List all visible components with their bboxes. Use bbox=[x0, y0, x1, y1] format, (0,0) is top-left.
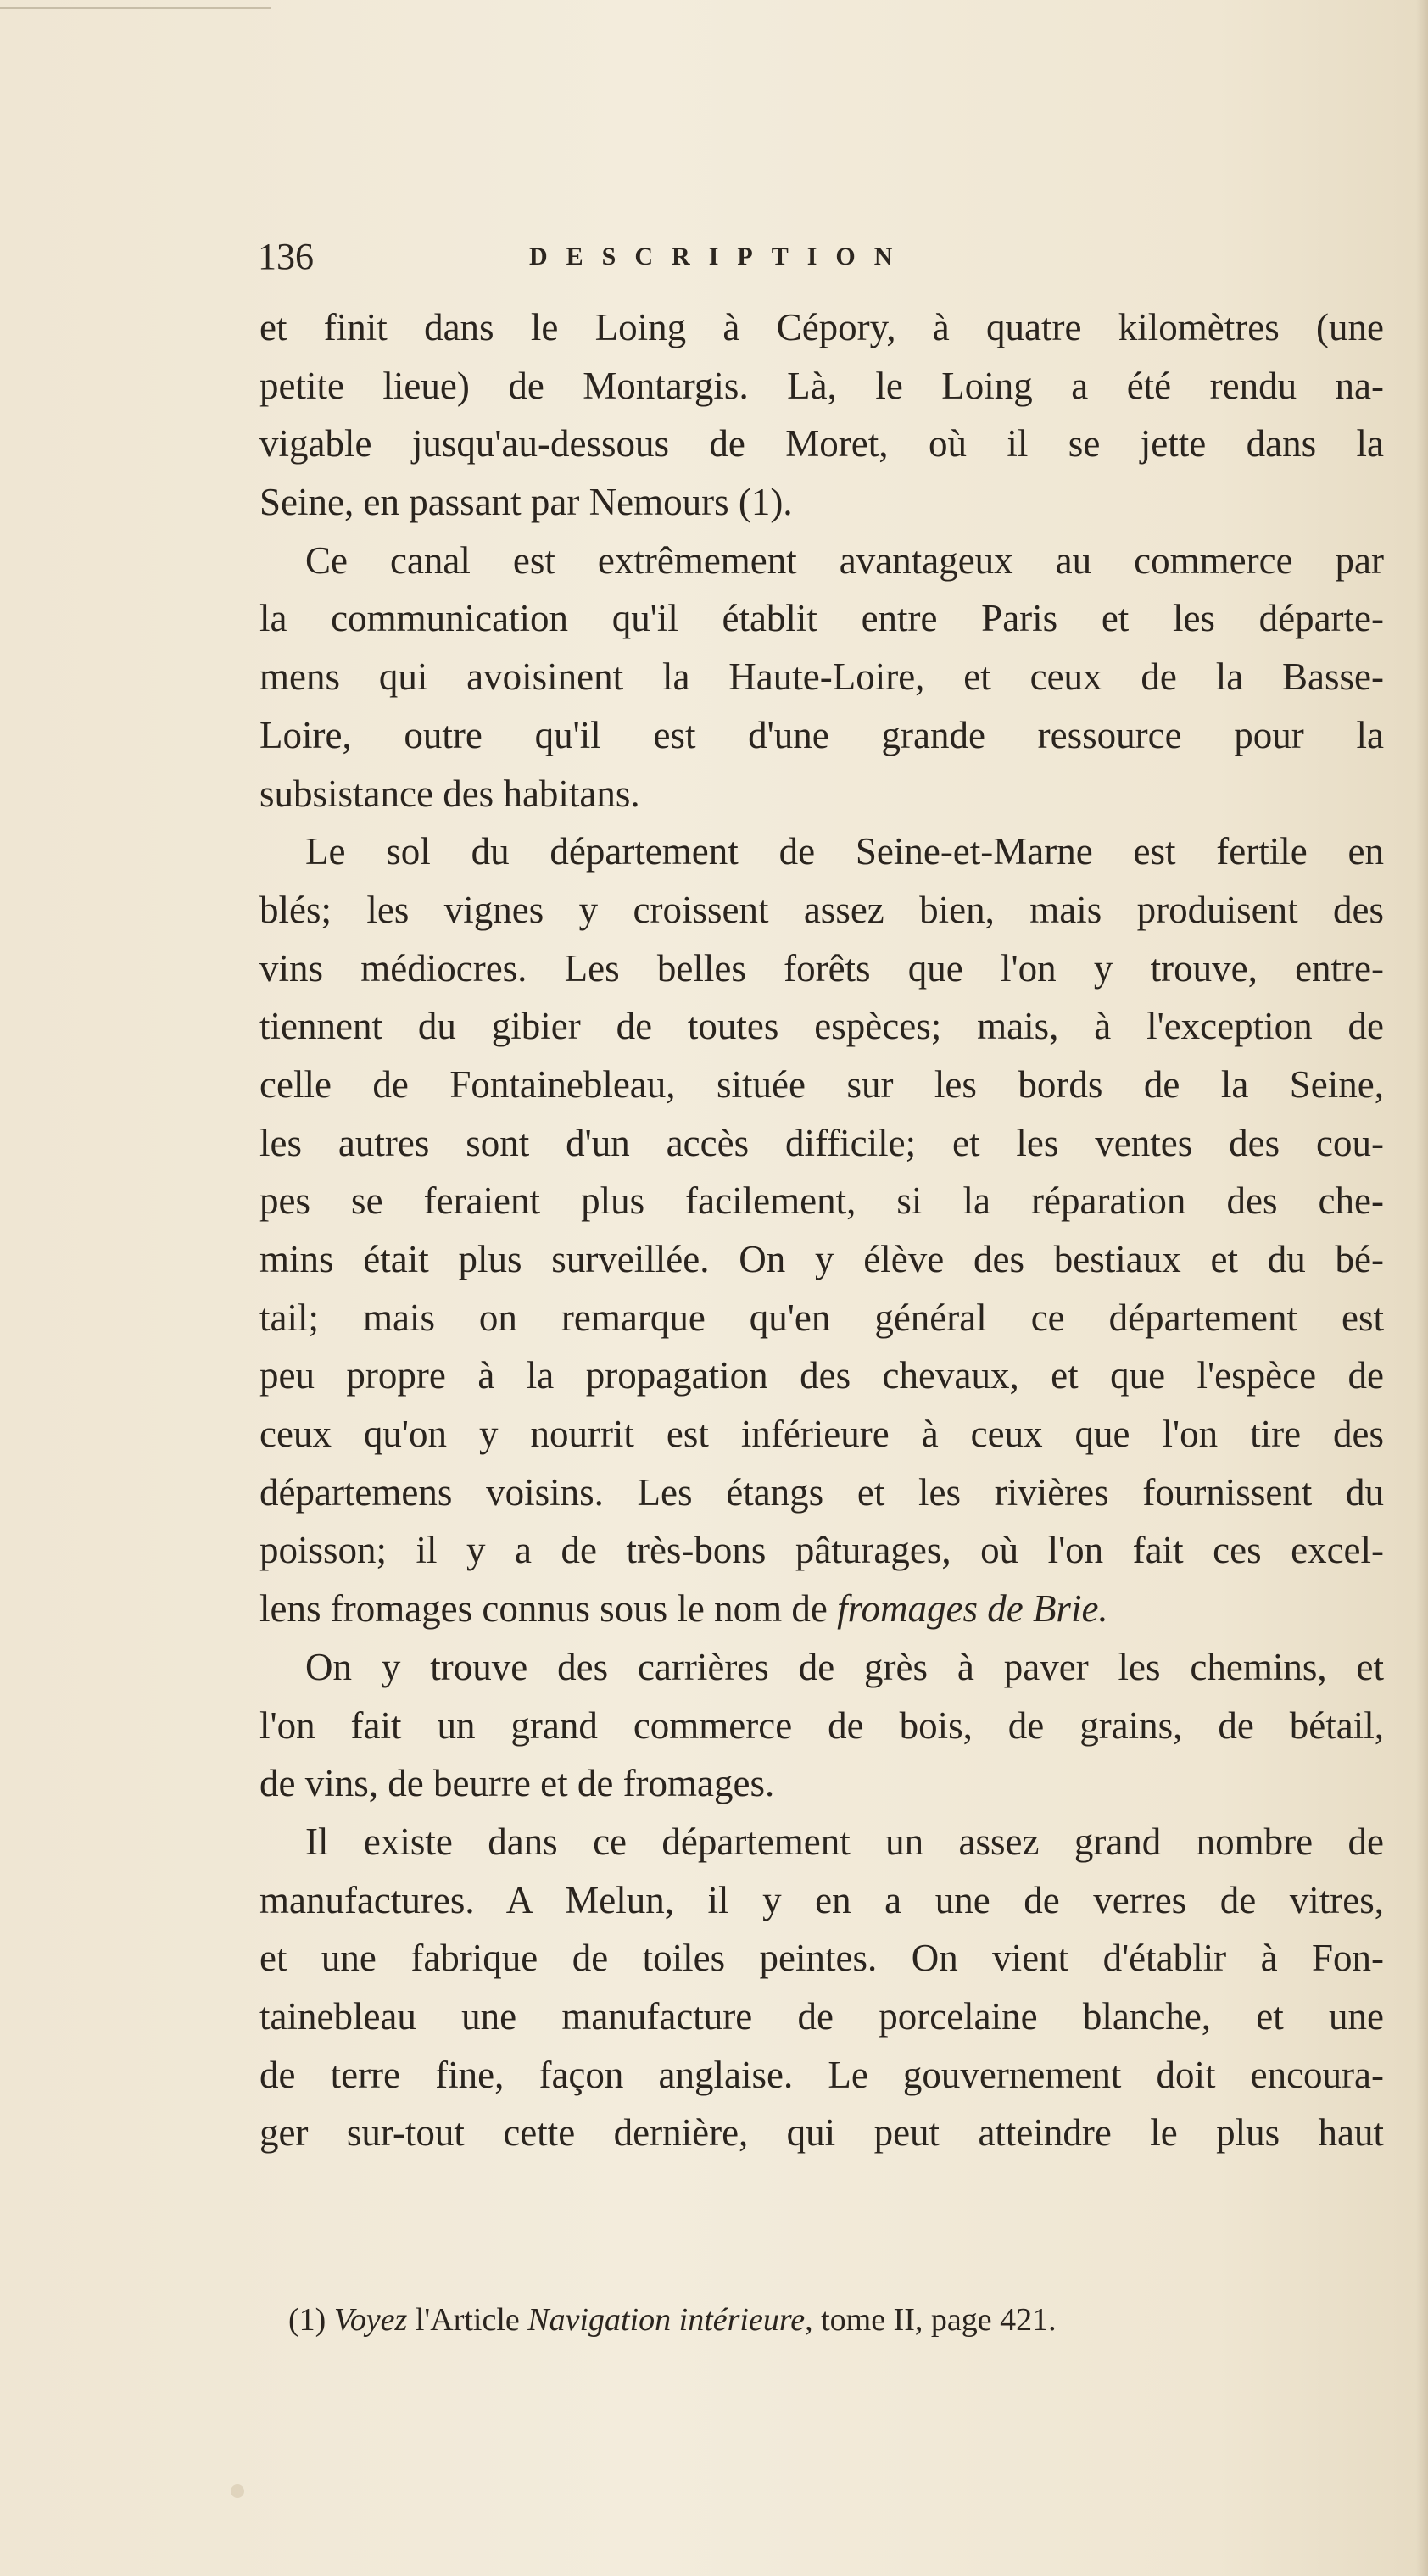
page-header bbox=[258, 227, 1072, 287]
footnote-marker: (1) bbox=[288, 2302, 326, 2338]
text-line: peu propre à la propagation des chevaux, et que l'espèce de bbox=[259, 1354, 1384, 1397]
paragraph bbox=[259, 298, 1384, 532]
text-line: ger sur-tout cette dernière, qui peut atteindre le plus haut bbox=[259, 2111, 1384, 2155]
paper-stain bbox=[231, 2484, 244, 2498]
text-line: Seine, en passant par Nemours (1). bbox=[259, 481, 793, 524]
text-line: de terre fine, façon anglaise. Le gouvernement doit encoura- bbox=[259, 2053, 1384, 2096]
paragraph bbox=[259, 1813, 1384, 2162]
footnote-text-before: l'Article bbox=[407, 2302, 528, 2338]
footnote-text-after: , tome II, page 421. bbox=[805, 2302, 1057, 2338]
text-line: la communication qu'il établit entre Paris et les départe- bbox=[259, 597, 1384, 640]
text-line: Le sol du département de Seine-et-Marne est fertile en bbox=[305, 830, 1384, 873]
footnote-voyez: Voyez bbox=[333, 2302, 408, 2338]
text-line: poisson; il y a de très-bons pâturages, où l'on fait ces excel- bbox=[259, 1529, 1384, 1572]
text-line: et une fabrique de toiles peintes. On vient d'établir à Fon- bbox=[259, 1937, 1384, 1980]
paragraph bbox=[259, 1638, 1384, 1813]
page-edge-shadow bbox=[1416, 0, 1428, 2576]
text-line: celle de Fontainebleau, située sur les bords de la Seine, bbox=[259, 1062, 1384, 1106]
text-line-prefix: lens fromages connus sous le nom de bbox=[259, 1587, 838, 1631]
text-line: mens qui avoisinent la Haute-Loire, et ceux de la Basse- bbox=[259, 655, 1384, 699]
text-line: tainebleau une manufacture de porcelaine blanche, et une bbox=[259, 1994, 1384, 2038]
text-line: ceux qu'on y nourrit est inférieure à ceux que l'on tire des bbox=[259, 1413, 1384, 1456]
text-line: mins était plus surveillée. On y élève des bestiaux et du bé- bbox=[259, 1238, 1384, 1280]
text-line bbox=[259, 1580, 1384, 1638]
italic-term: fromages de Brie. bbox=[837, 1587, 1108, 1631]
text-line: petite lieue) de Montargis. Là, le Loing a été rendu na- bbox=[259, 364, 1384, 407]
text-line: et finit dans le Loing à Cépory, à quatre kilomètres (une bbox=[259, 306, 1384, 348]
text-line: blés; les vignes y croissent assez bien, mais produisent des bbox=[259, 888, 1384, 931]
paragraph bbox=[259, 822, 1384, 1638]
text-line: tiennent du gibier de toutes espèces; mais, à l'exception de bbox=[259, 1005, 1384, 1048]
text-line: vins médiocres. Les belles forêts que l'on y trouve, entre- bbox=[259, 946, 1384, 990]
text-line: Il existe dans ce département un assez grand nombre de bbox=[305, 1820, 1384, 1863]
top-rule bbox=[0, 7, 271, 9]
running-head: DESCRIPTION bbox=[529, 243, 912, 270]
footnote bbox=[288, 2294, 1384, 2345]
text-line: pes se feraient plus facilement, si la réparation des che- bbox=[259, 1179, 1384, 1223]
text-line: vigable jusqu'au-dessous de Moret, où il se jette dans la bbox=[259, 422, 1384, 466]
text-line: Ce canal est extrêmement avantageux au commerce par bbox=[305, 538, 1384, 582]
page-number: 136 bbox=[258, 236, 314, 277]
text-line: l'on fait un grand commerce de bois, de grains, de bétail, bbox=[259, 1703, 1384, 1747]
text-line: subsistance des habitans. bbox=[259, 772, 640, 815]
footnote-italic-title: Navigation intérieure bbox=[527, 2302, 806, 2338]
text-line: les autres sont d'un accès difficile; et les ventes des cou- bbox=[259, 1121, 1384, 1164]
text-line: départemens voisins. Les étangs et les rivières fournissent du bbox=[259, 1470, 1384, 1514]
text-line: de vins, de beurre et de fromages. bbox=[259, 1762, 775, 1805]
body-text bbox=[259, 298, 1384, 2162]
text-line: manufactures. A Melun, il y en a une de verres de vitres, bbox=[259, 1878, 1384, 1921]
text-line: tail; mais on remarque qu'en général ce département est bbox=[259, 1296, 1384, 1339]
text-line: On y trouve des carrières de grès à paver les chemins, et bbox=[305, 1645, 1384, 1688]
paragraph bbox=[259, 532, 1384, 822]
text-line: Loire, outre qu'il est d'une grande ressource pour la bbox=[259, 713, 1384, 756]
